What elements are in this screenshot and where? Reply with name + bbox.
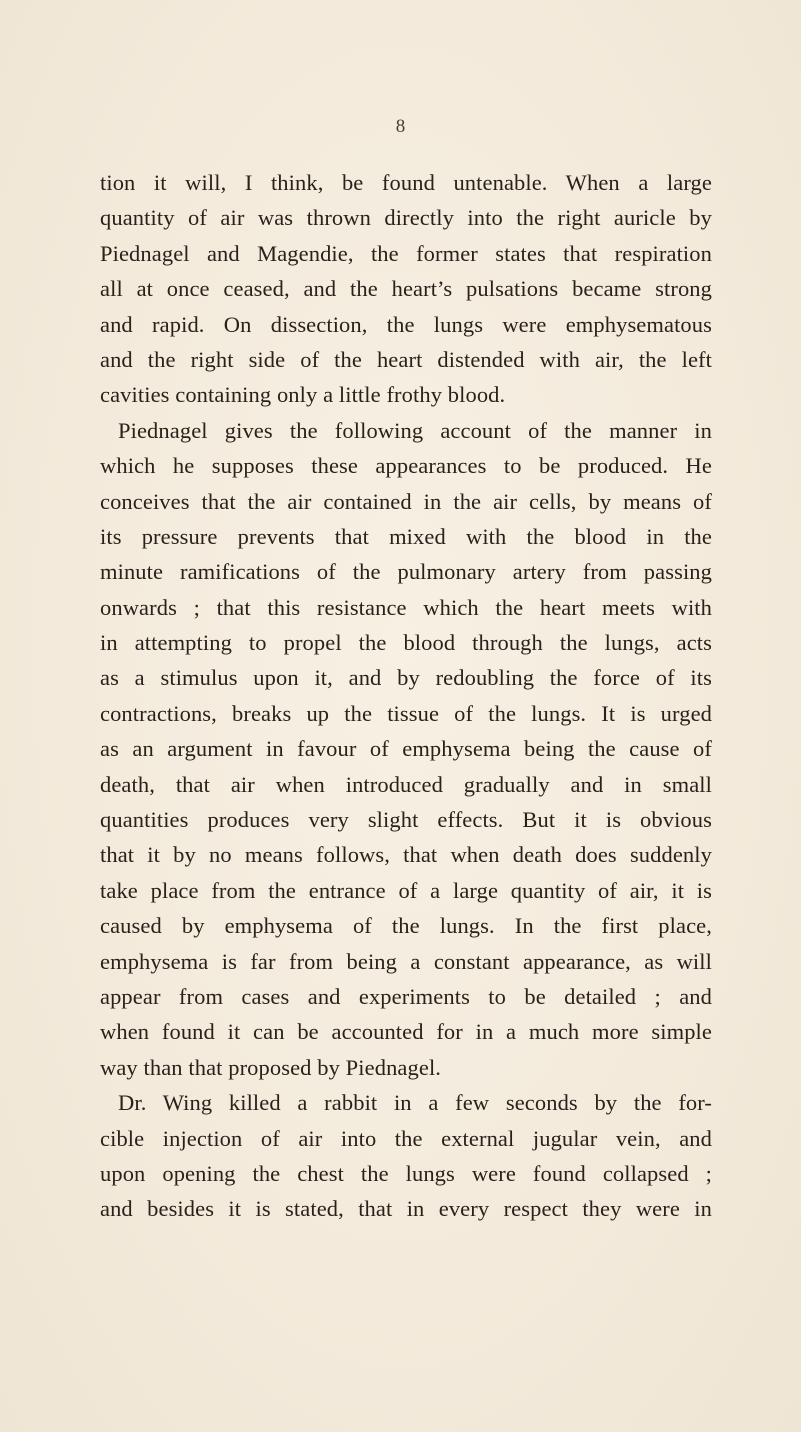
text-line: conceives that the air contained in the air cells, by means of (100, 488, 712, 514)
text-line: Piednagel and Magendie, the former states that respiration (100, 240, 712, 266)
text-line: death, that air when introduced gradually and in small (100, 771, 712, 797)
text-line: in attempting to propel the blood through the lungs, acts (100, 630, 712, 656)
text-line: appear from cases and experiments to be detailed ; and (100, 983, 712, 1009)
text-line: quantities produces very slight effects. But it is obvious (100, 807, 712, 833)
text-line: contractions, breaks up the tissue of the lungs. It is urged (100, 700, 712, 726)
text-line: minute ramifications of the pulmonary artery from passing (100, 559, 712, 585)
text-line: cavities containing only a little frothy blood. (100, 382, 506, 408)
text-line: caused by emphysema of the lungs. In the first place, (100, 913, 712, 939)
text-line: and rapid. On dissection, the lungs were emphysematous (100, 311, 712, 337)
text-line: tion it will, I think, be found untenable. When a large (100, 170, 712, 195)
text-line: and the right side of the heart distended with air, the left (100, 346, 712, 372)
text-line: onwards ; that this resistance which the heart meets with (100, 594, 712, 620)
text-line: cible injection of air into the external jugular vein, and (100, 1125, 712, 1151)
text-line: Dr. Wing killed a rabbit in a few seconds by the for- (118, 1090, 712, 1116)
text-line: as a stimulus upon it, and by redoubling the force of its (100, 665, 712, 691)
text-line: when found it can be accounted for in a much more simple (100, 1019, 712, 1045)
text-line: upon opening the chest the lungs were found collapsed ; (100, 1160, 712, 1186)
text-line: emphysema is far from being a constant appearance, as will (100, 948, 712, 974)
text-line: that it by no means follows, that when death does suddenly (100, 842, 712, 868)
page-number: 8 (395, 116, 406, 137)
text-line: way than that proposed by Piednagel. (100, 1054, 442, 1080)
text-line: and besides it is stated, that in every respect they were in (100, 1196, 712, 1222)
text-line: take place from the entrance of a large quantity of air, it is (100, 877, 712, 903)
text-line: its pressure prevents that mixed with the blood in the (100, 523, 712, 549)
text-line: quantity of air was thrown directly into the right auricle by (100, 205, 712, 231)
body-text (100, 165, 712, 1227)
text-line: which he supposes these appearances to be produced. He (100, 453, 712, 479)
text-line: as an argument in favour of emphysema being the cause of (100, 736, 712, 762)
text-line: Piednagel gives the following account of the manner in (118, 417, 712, 443)
text-line: all at once ceased, and the heart’s pulsations became strong (100, 276, 712, 302)
